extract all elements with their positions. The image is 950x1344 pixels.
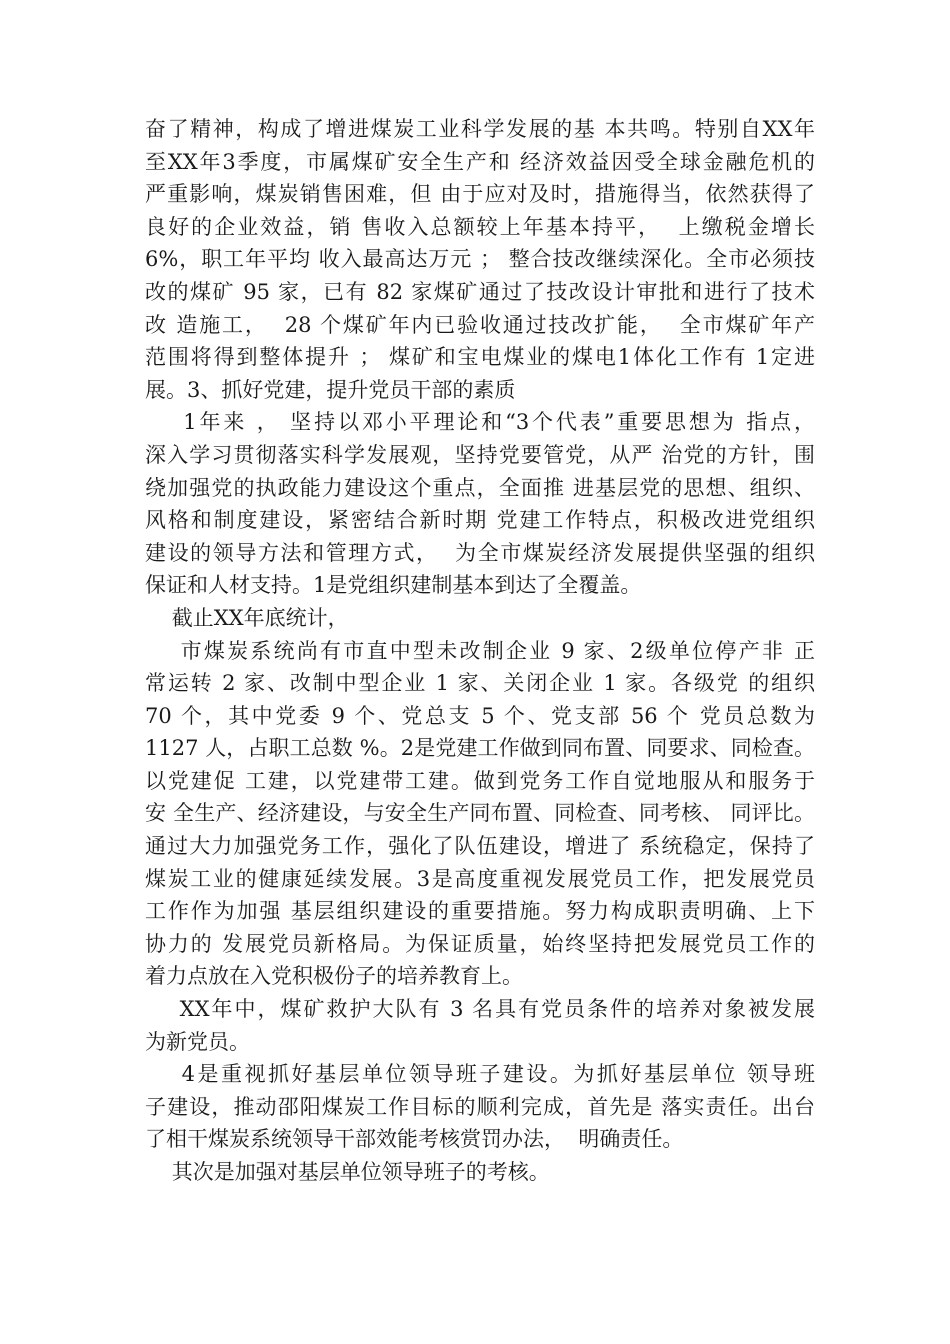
text-line: 70 个，其中党委 9 个、党总支 5 个、党支部 56 个 党员总数为 (145, 703, 815, 728)
text-line: 保证和人材支持。1是党组织建制基本到达了全覆盖。 (145, 573, 642, 598)
text-line: 绕加强党的执政能力建设这个重点，全面推 进基层党的思想、组织、 (145, 475, 815, 500)
text-line: 工作作为加强 基层组织建设的重要措施。努力构成职责明确、上下 (145, 899, 815, 924)
text-line: 安 全生产、经济建设，与安全生产同布置、同检查、同考核、 同评比。 (145, 801, 815, 826)
document-body (145, 113, 815, 1189)
text-line: 1127 人，占职工总数 %。2是党建工作做到同布置、同要求、同检查。 (145, 736, 815, 761)
text-line: 展。3、抓好党建，提升党员干部的素质 (145, 377, 516, 402)
text-line: 深入学习贯彻落实科学发展观，坚持党要管党，从严 治党的方针，围 (145, 442, 815, 467)
text-line: 子建设，推动邵阳煤炭工作目标的顺利完成，首先是 落实责任。出台 (145, 1094, 815, 1119)
text-line: 改的煤矿 95 家，已有 82 家煤矿通过了技改设计审批和进行了技术 (145, 279, 815, 304)
text-line: 煤炭工业的健康延续发展。3是高度重视发展党员工作，把发展党员 (145, 866, 815, 891)
text-line: 着力点放在入党积极份子的培养教育上。 (145, 964, 523, 989)
text-line: 6%，职工年平均 收入最高达万元 ； 整合技改继续深化。全市必须技 (145, 247, 815, 272)
text-line: 严重影响，煤炭销售困难，但 由于应对及时，措施得当，依然获得了 (145, 182, 815, 207)
text-line: 改 造施工， 28 个煤矿年内已验收通过技改扩能， 全市煤矿年产 (145, 312, 815, 337)
text-line: 至XX年3季度，市属煤矿安全生产和 经济效益因受全球金融危机的 (145, 149, 815, 174)
text-line: 常运转 2 家、改制中型企业 1 家、关闭企业 1 家。各级党 的组织 (145, 671, 815, 696)
text-line: 建设的领导方法和管理方式， 为全市煤炭经济发展提供坚强的组织 (145, 540, 815, 565)
text-line: 其次是加强对基层单位领导班子的考核。 (145, 1160, 550, 1184)
text-line: 为新党员。 (145, 1029, 250, 1054)
text-line: 截止XX年底统计， (145, 605, 349, 630)
text-line: 以党建促 工建，以党建带工建。做到党务工作自觉地服从和服务于 (145, 768, 815, 793)
text-line: XX年中，煤矿救护大队有 3 名具有党员条件的培养对象被发展 (145, 997, 815, 1022)
text-line: 良好的企业效益，销 售收入总额较上年基本持平， 上缴税金增长 (145, 214, 815, 239)
text-line: 了相干煤炭系统领导干部效能考核赏罚办法， 明确责任。 (145, 1127, 684, 1152)
text-line: 1年来 ， 坚持以邓小平理论和“3个代表”重要思想为 指点， (145, 410, 815, 435)
text-line: 通过大力加强党务工作，强化了队伍建设，增进了 系统稳定，保持了 (145, 834, 815, 859)
text-line: 范围将得到整体提升 ； 煤矿和宝电煤业的煤电1体化工作有 1定进 (145, 345, 815, 370)
text-line: 市煤炭系统尚有市直中型未改制企业 9 家、2级单位停产非 正 (145, 638, 815, 663)
text-line: 4是重视抓好基层单位领导班子建设。为抓好基层单位 领导班 (145, 1062, 815, 1087)
text-line: 奋了精神，构成了增进煤炭工业科学发展的基 本共鸣。特别自XX年 (145, 117, 815, 141)
text-line: 协力的 发展党员新格局。为保证质量，始终坚持把发展党员工作的 (145, 931, 815, 956)
text-line: 风格和制度建设，紧密结合新时期 党建工作特点，积极改进党组织 (145, 508, 815, 533)
